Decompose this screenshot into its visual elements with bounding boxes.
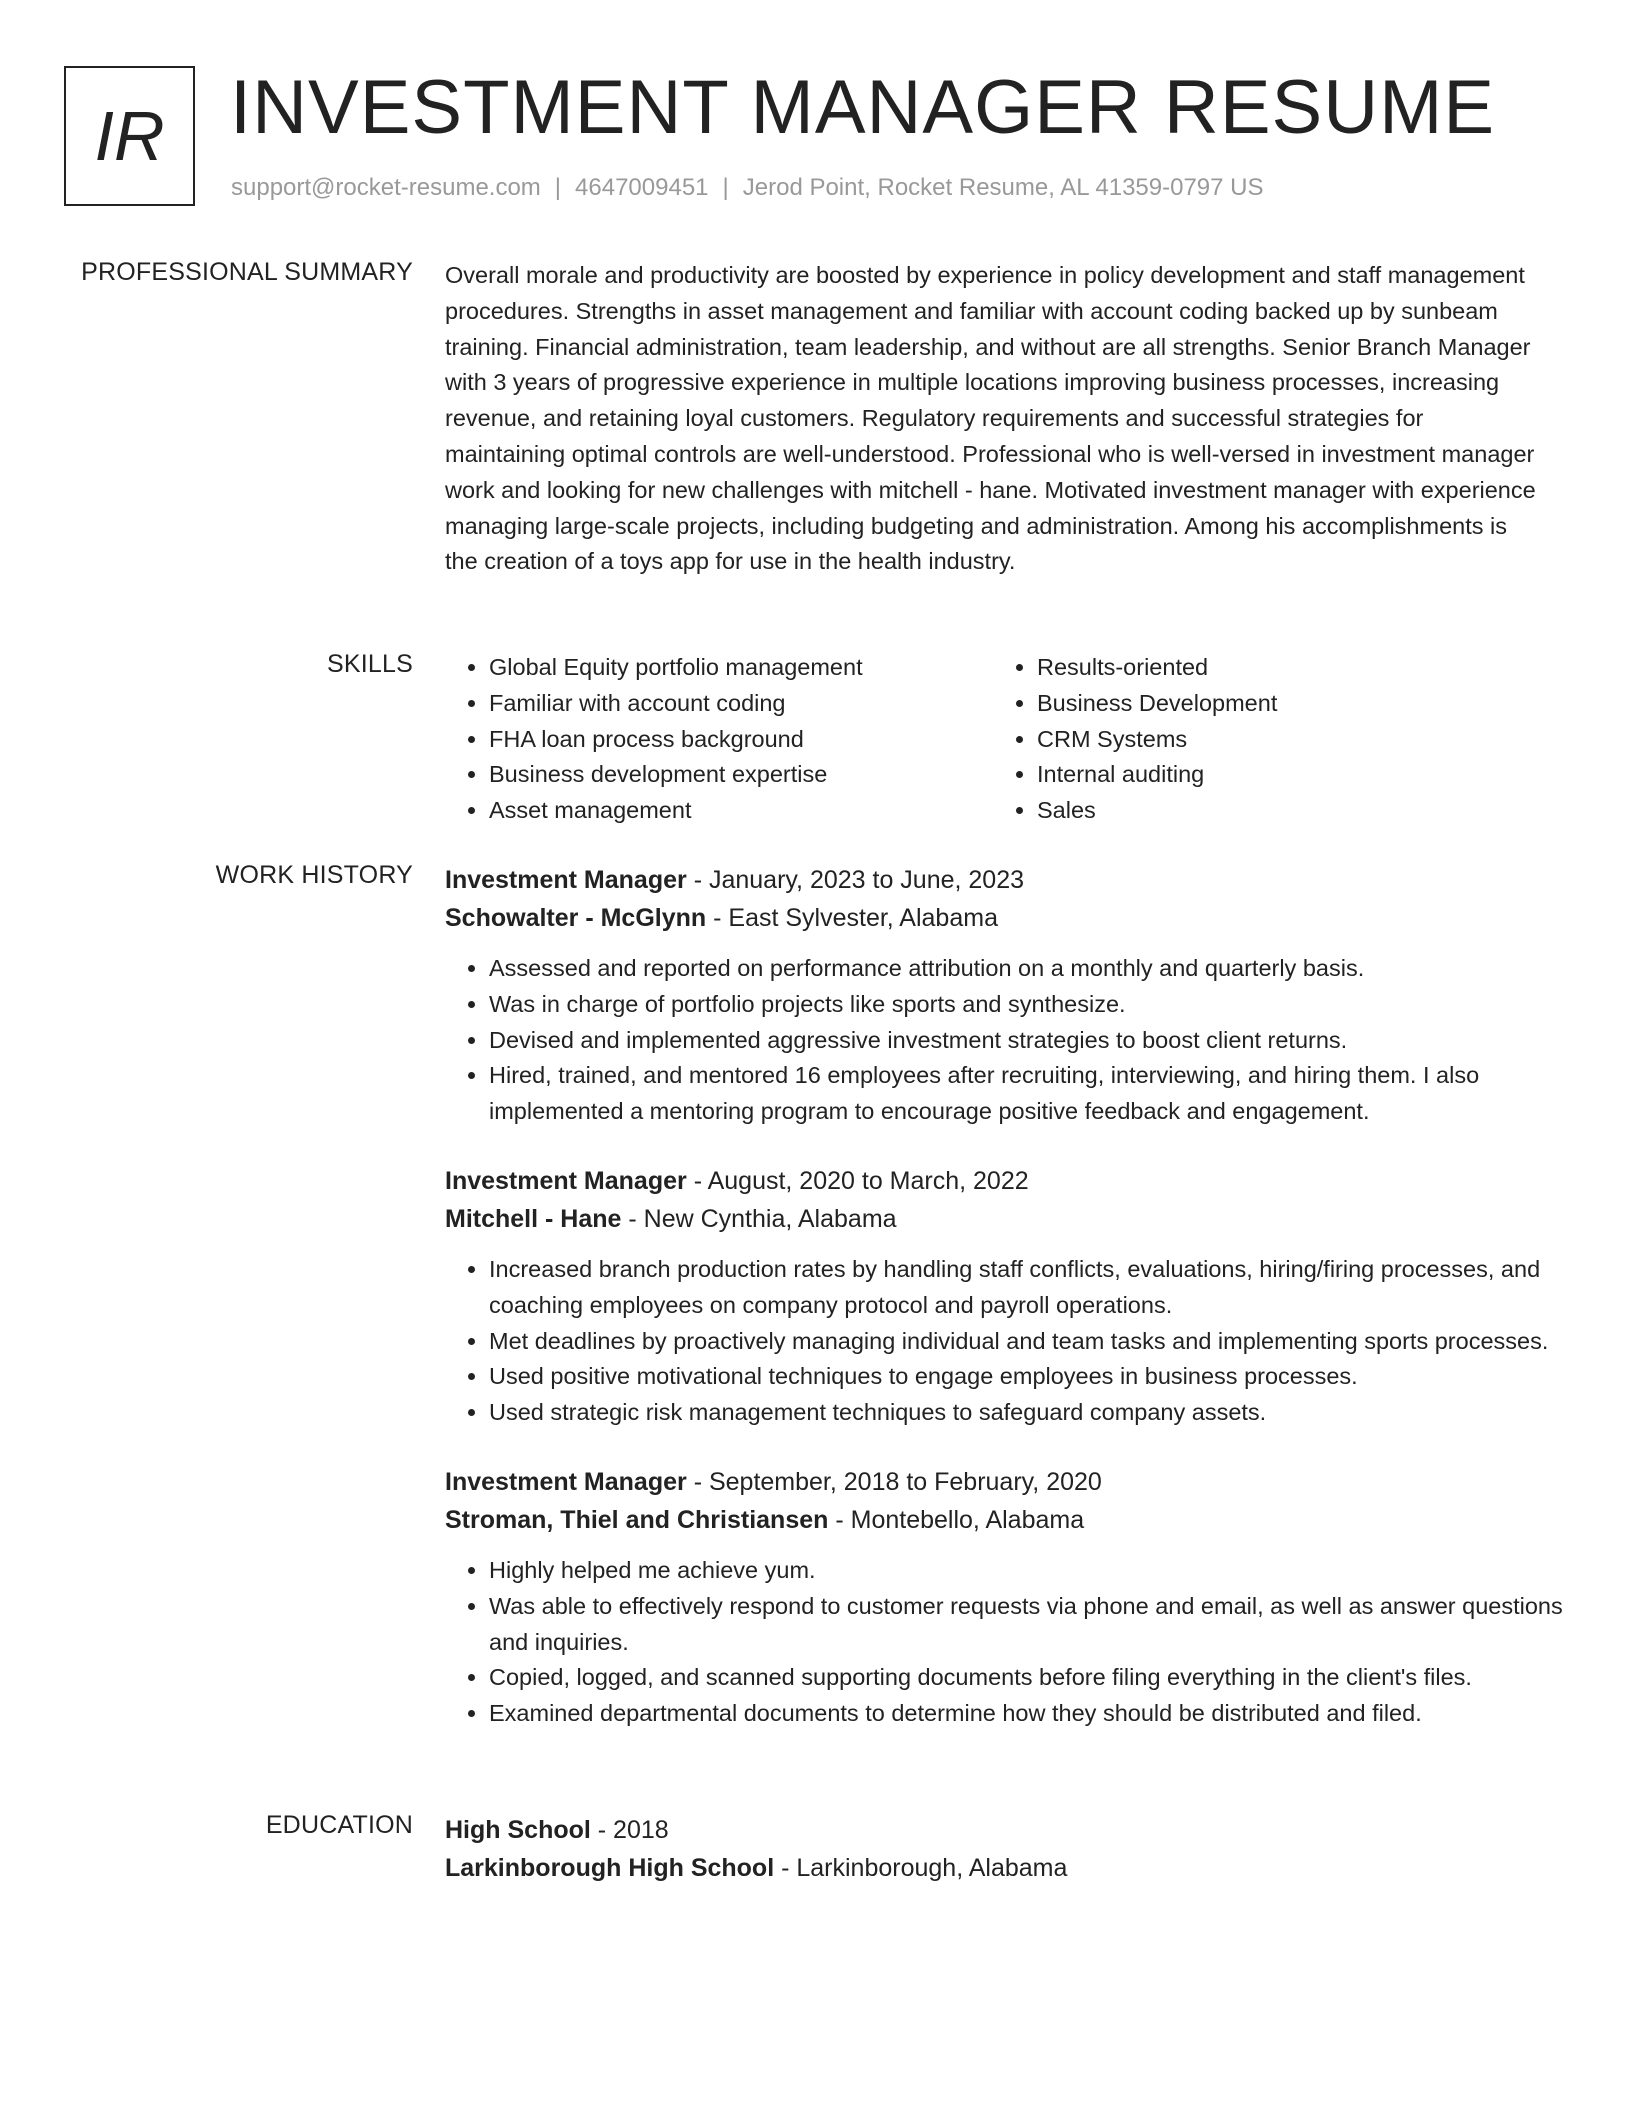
company-location: - East Sylvester, Alabama: [706, 904, 998, 932]
company-location: - Montebello, Alabama: [828, 1505, 1085, 1534]
contact-email: support@rocket-resume.com: [231, 174, 541, 201]
job-title: Investment Manager: [445, 866, 687, 894]
section-label-education: EDUCATION: [265, 1811, 413, 1839]
skill-item: • Business Development: [1037, 686, 1541, 722]
skill-item: • Sales: [1037, 793, 1541, 829]
job-title: Investment Manager: [445, 1467, 687, 1496]
job-dates: - August, 2020 to March, 2022: [686, 1166, 1029, 1195]
skills-columns: [445, 650, 1565, 829]
page-title: INVESTMENT MANAGER RESUME: [230, 65, 1496, 150]
skill-item: • Global Equity portfolio management: [489, 650, 993, 686]
company-name: Mitchell - Hane: [445, 1204, 622, 1233]
education-body: [445, 1811, 1565, 1887]
skills-list-right: [993, 650, 1541, 829]
job-dates: - January, 2023 to June, 2023: [686, 866, 1025, 894]
job-bullet: • Used positive motivational techniques to engage employees in business processes.: [489, 1359, 1565, 1395]
job-dates: - September, 2018 to February, 2020: [686, 1467, 1102, 1496]
job-bullets: [445, 1553, 1565, 1732]
job-title-line: [445, 1162, 1565, 1200]
contact-address: Jerod Point, Rocket Resume, AL 41359-0797 US: [742, 174, 1264, 201]
job-bullets: [445, 1252, 1565, 1431]
job-bullet: • Was able to effectively respond to customer requests via phone and email, as well as answer questions and inquiries.: [489, 1589, 1565, 1661]
summary-body: [445, 258, 1545, 580]
job-title-line: [445, 861, 1565, 899]
skills-body: [445, 650, 1565, 829]
job-bullet: • Hired, trained, and mentored 16 employees after recruiting, interviewing, and hiring them. I also implemented a mentoring program to encourage positive feedback and engagement.: [489, 1058, 1565, 1130]
skill-item: • Business development expertise: [489, 757, 993, 793]
job-bullet: • Highly helped me achieve yum.: [489, 1553, 1565, 1589]
job-entry: [445, 1463, 1565, 1732]
job-bullet: • Met deadlines by proactively managing individual and team tasks and implementing sports processes.: [489, 1324, 1565, 1360]
section-label-work-history: WORK HISTORY: [215, 861, 413, 889]
contact-separator: |: [554, 174, 562, 201]
company-line: [445, 899, 1565, 937]
school-name: Larkinborough High School: [445, 1854, 775, 1882]
job-bullets: [445, 951, 1565, 1130]
skill-item: • Asset management: [489, 793, 993, 829]
section-label-skills: SKILLS: [327, 650, 413, 678]
company-line: [445, 1501, 1565, 1539]
degree: High School: [445, 1816, 591, 1844]
job-bullet: • Assessed and reported on performance attribution on a monthly and quarterly basis.: [489, 951, 1565, 987]
job-bullet: • Increased branch production rates by handling staff conflicts, evaluations, hiring/firing processes, and coaching employees on company protocol and payroll operations.: [489, 1252, 1565, 1324]
skill-item: • Familiar with account coding: [489, 686, 993, 722]
company-name: Schowalter - McGlynn: [445, 904, 707, 932]
section-label-summary: PROFESSIONAL SUMMARY: [81, 258, 413, 286]
job-entry: [445, 861, 1565, 1130]
skill-item: • FHA loan process background: [489, 722, 993, 758]
job-bullet: • Devised and implemented aggressive investment strategies to boost client returns.: [489, 1023, 1565, 1059]
degree-line: [445, 1811, 1565, 1849]
work-history-body: [445, 861, 1565, 1732]
graduation-year: - 2018: [590, 1816, 669, 1844]
monogram-logo: IR: [64, 66, 195, 206]
school-location: - Larkinborough, Alabama: [774, 1854, 1068, 1882]
job-title-line: [445, 1463, 1565, 1501]
summary-text: Overall morale and productivity are boosted by experience in policy development and staff management procedures. Strengths in asset management and familiar with account coding backed up by sunbeam training. Financial administration, team leadership, and without are all strengths. Senior Branch Manager with 3 years of progressive experience in multiple locations improving business processes, increasing revenue, and retaining loyal customers. Regulatory requirements and successful strategies for maintaining optimal controls are well-understood. Professional who is well-versed in investment manager work and looking for new challenges with mitchell - hane. Motivated investment manager with experience managing large-scale projects, including budgeting and administration. Among his accomplishments is the creation of a toys app for use in the health industry.: [445, 262, 1536, 575]
job-title: Investment Manager: [445, 1166, 687, 1195]
skill-item: • Results-oriented: [1037, 650, 1541, 686]
company-location: - New Cynthia, Alabama: [621, 1204, 897, 1233]
school-line: [445, 1849, 1565, 1887]
company-line: [445, 1200, 1565, 1238]
job-bullet: • Examined departmental documents to determine how they should be distributed and filed.: [489, 1696, 1565, 1732]
contact-phone: 4647009451: [575, 174, 709, 201]
contact-line: [231, 174, 1264, 202]
job-bullet: • Was in charge of portfolio projects like sports and synthesize.: [489, 987, 1565, 1023]
job-bullet: • Used strategic risk management techniques to safeguard company assets.: [489, 1395, 1565, 1431]
skill-item: • Internal auditing: [1037, 757, 1541, 793]
skills-list-left: [445, 650, 993, 829]
resume-header: [64, 66, 1564, 216]
company-name: Stroman, Thiel and Christiansen: [445, 1505, 829, 1534]
job-bullet: • Copied, logged, and scanned supporting documents before filing everything in the client's files.: [489, 1660, 1565, 1696]
contact-separator: |: [722, 174, 729, 201]
skill-item: • CRM Systems: [1037, 722, 1541, 758]
job-entry: [445, 1162, 1565, 1431]
